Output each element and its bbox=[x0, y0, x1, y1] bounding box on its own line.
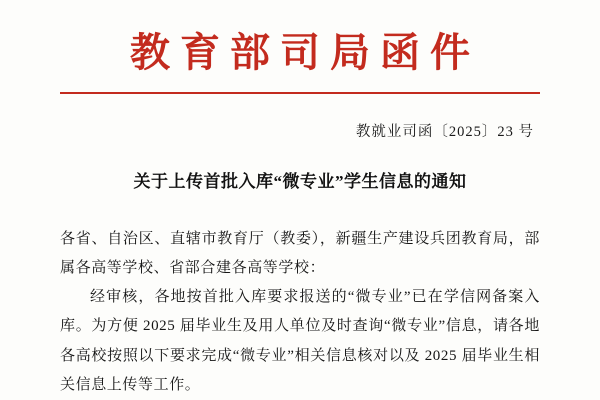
document-number: 教就业司函〔2025〕23 号 bbox=[355, 124, 534, 140]
masthead-divider bbox=[60, 92, 540, 94]
document-paragraph-recipients: 各省、自治区、直辖市教育厅（教委），新疆生产建设兵团教育局，部属各高等学校、省部合建各高等学校： bbox=[60, 230, 540, 276]
document-body bbox=[60, 225, 540, 400]
masthead-title: 教育部司局函件 bbox=[130, 29, 480, 76]
document-masthead bbox=[60, 0, 540, 94]
document-title: 关于上传首批入库“微专业”学生信息的通知 bbox=[133, 172, 467, 191]
document-paragraph-intro: 经审核，各地按首批入库要求报送的“微专业”已在学信网备案入库。为方便 2025 届毕业生及用人单位及时查询“微专业”信息，请各地各高校按照以下要求完成“微专业”相关信息核对以及 2025 届毕业生相关信息上传等工作。 bbox=[60, 289, 540, 393]
